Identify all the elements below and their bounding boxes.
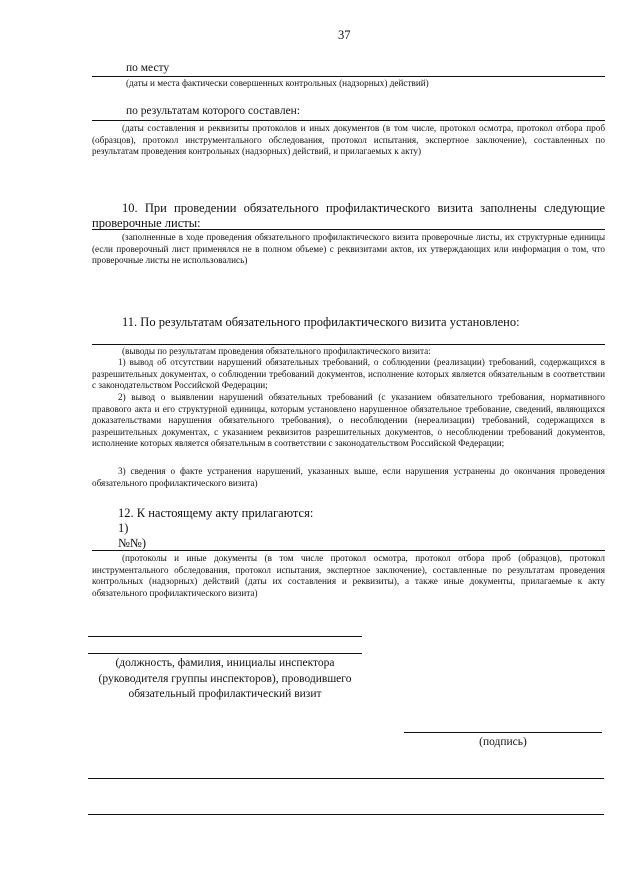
section-12-text: 12. К настоящему акту прилагаются: <box>118 506 314 520</box>
section-12-item-1: 1) <box>118 521 129 535</box>
section-12-hint: (протоколы и иные документы (в том числе протокол осмотра, протокол отбора проб (образцов), протокол инструментального обследования, протокол испытания, экспертное заключение), составленные по результатам проведения контрольных (надзорных) действий (даты их составления и реквизиты), а также иные документы, прилагаемые к акту обязательного профилактического визита) <box>92 553 605 598</box>
place-hint: (даты и места фактически совершенных контрольных (надзорных) действий) <box>126 78 429 88</box>
section-10-hint: (заполненные в ходе проведения обязательного профилактического визита проверочные листы, их структурные единицы (если проверочный лист применялся не в полном объеме) с реквизитами актов, их утверждающих или информация о том, что проверочные листы не использовались) <box>92 232 605 265</box>
section-11-underline <box>92 344 605 345</box>
inspector-line-1 <box>88 636 362 637</box>
signature-label: (подпись) <box>479 736 527 748</box>
place-label: по месту <box>126 62 170 74</box>
inspector-line-2 <box>88 653 362 654</box>
bottom-line-1 <box>88 778 604 779</box>
bottom-line-2 <box>88 814 604 815</box>
page-number: 37 <box>338 28 351 42</box>
section-12-item-2: №№) <box>118 536 147 550</box>
section-11-hint-3: 3) сведения о факте устранения нарушений, указанных выше, если нарушения устранены до окончания проведения обязательного профилактического визита) <box>92 466 605 488</box>
section-10-text: 10. При проведении обязательного профилактического визита заполнены следующие проверочные листы: <box>92 201 605 230</box>
section-10-underline <box>92 229 605 230</box>
results-hint: (даты составления и реквизиты протоколов и иных документов (в том числе, протокол осмотра, протокол отбора проб (образцов), протокол инструментального обследования, протокол испытания, экспертное заключение), составленных по результатам проведения контрольных (надзорных) действий, и прилагаемых к акту) <box>92 123 605 156</box>
results-underline <box>92 120 605 121</box>
section-11-hint-1: 1) вывод об отсутствии нарушений обязательных требований, о соблюдении (реализации) требований, содержащихся в разрешительных документах, о соблюдении требований документов, исполнение которых является обязательным в соответствии с законодательством Российской Федерации; <box>92 357 605 390</box>
results-label: по результатам которого составлен: <box>126 105 301 117</box>
place-underline <box>92 76 605 77</box>
section-12-underline <box>92 550 605 551</box>
section-11-text: 11. По результатам обязательного профилактического визита установлено: <box>122 315 520 329</box>
inspector-label: (должность, фамилия, инициалы инспектора (руководителя группы инспекторов), проводившего обязательный профилактический визит <box>98 657 352 700</box>
signature-line <box>404 732 602 733</box>
section-11-hint-0: (выводы по результатам проведения обязательного профилактического визита: <box>122 346 431 356</box>
section-11-hint-2: 2) вывод о выявлении нарушений обязательных требований (с указанием обязательного требования, нормативного правового акта и его структурной единицы, которым установлено нарушенное обязательное требование, сведений, являющихся доказательствами нарушения обязательного требования), о несоблюдении (нереализации) требований, содержащихся в разрешительных документах, с указанием реквизитов разрешительных документов, о несоблюдении требований документов, исполнение которых является обязательным в соответствии с законодательством Российской Федерации; <box>92 392 605 448</box>
